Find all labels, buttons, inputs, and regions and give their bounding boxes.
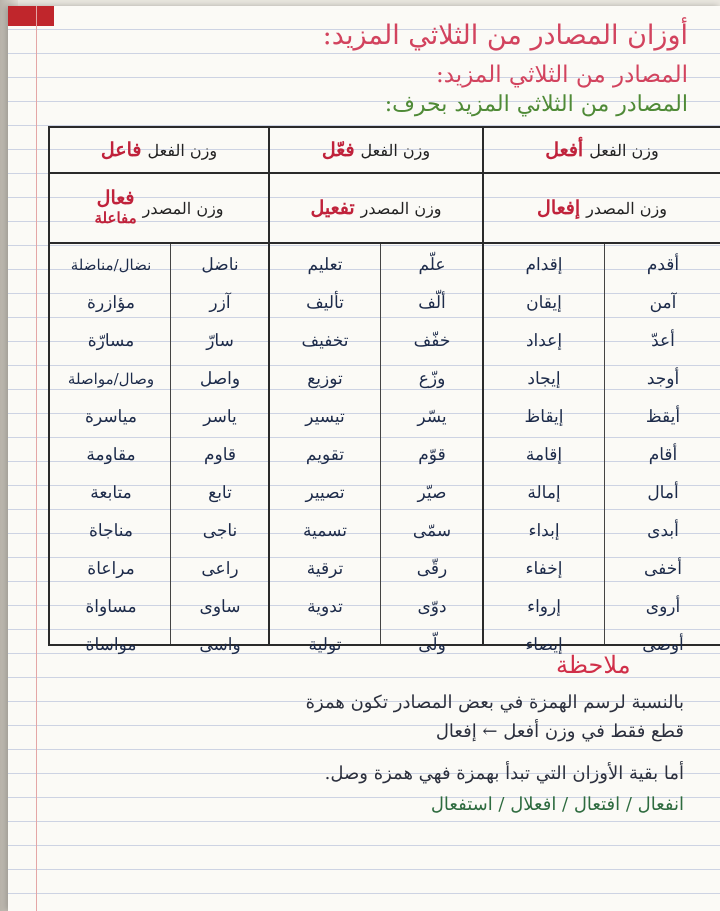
masdar-tafil: تقويم — [305, 445, 345, 465]
masdar-pattern: تفعيل — [310, 197, 355, 219]
verb-faala-alif: ساوى — [199, 597, 241, 617]
group1-verb-header — [484, 128, 720, 172]
masdar-fial: مقاومة — [86, 445, 136, 465]
masdar-ifal: إمالة — [527, 483, 561, 503]
masdar-pattern-alt: مفاعلة — [94, 209, 137, 227]
verb-faala-alif: آزر — [209, 293, 231, 313]
verb-faala: قوّم — [418, 445, 446, 465]
verb-afala: أمال — [647, 483, 679, 503]
masdar-ifal: إبداء — [528, 521, 560, 541]
verb-afala: أخفى — [644, 559, 683, 579]
verb-afala: أيقظ — [645, 407, 681, 427]
masdar-tafil: ترقية — [306, 559, 344, 579]
masdar-fial: مساواة — [85, 597, 137, 617]
masdar-tafil: تولية — [308, 635, 342, 655]
verb-afala: أقام — [648, 445, 678, 465]
note-line-4: انفعال / افتعال / افعلال / استفعال — [430, 794, 684, 815]
masdar-ifal: إقامة — [525, 445, 563, 465]
note-title: ملاحظة — [556, 651, 631, 679]
masdar-fial: وصال/مواصلة — [67, 370, 155, 388]
margin-line — [36, 6, 37, 911]
masdar-tafil: تعليم — [307, 255, 343, 275]
table-row — [50, 474, 720, 512]
masdar-ifal: إخفاء — [525, 559, 563, 579]
masdar-fial: مؤازرة — [87, 293, 135, 313]
page-title: أوزان المصادر من الثلاثي المزيد: — [322, 20, 688, 51]
verb-faala-alif: قاوم — [203, 445, 237, 465]
verb-pattern: أفعل — [545, 139, 584, 161]
table-body — [50, 246, 720, 664]
verb-faala-alif: تابع — [208, 483, 232, 503]
verb-afala: أعدّ — [651, 331, 675, 351]
verb-faala-alif: راعى — [201, 559, 239, 579]
verb-afala: أوجد — [646, 369, 680, 389]
masdar-ifal: إيقاظ — [524, 407, 564, 427]
note-line-2: قطع فقط في وزن أفعل ← إفعال — [435, 721, 684, 742]
subtitle-green: المصادر من الثلاثي المزيد بحرف: — [384, 92, 688, 117]
table-row — [50, 550, 720, 588]
verb-faala: خفّف — [413, 331, 451, 351]
verb-faala: علّم — [418, 255, 446, 275]
masdar-pattern: فعال — [96, 187, 135, 209]
group3-masdar-header — [50, 174, 268, 242]
table-row — [50, 512, 720, 550]
masdar-fial: مراعاة — [87, 559, 135, 579]
masdar-label: وزن المصدر — [360, 198, 442, 218]
table-row — [50, 246, 720, 284]
notebook-page — [8, 6, 720, 911]
verb-faala: ألّف — [418, 293, 446, 313]
table-row — [50, 588, 720, 626]
masdar-tafil: تسمية — [303, 521, 347, 541]
verb-faala: صيّر — [417, 483, 447, 503]
verb-pattern: فاعل — [100, 139, 142, 161]
verb-afala: أوصى — [642, 635, 684, 655]
masdar-ifal: إقدام — [525, 255, 563, 275]
table-row — [50, 284, 720, 322]
group2-masdar-header — [270, 174, 482, 242]
verb-pattern: فعّل — [321, 139, 355, 161]
verb-faala-alif: ناجى — [202, 521, 238, 541]
note-line-3: أما بقية الأوزان التي تبدأ بهمزة فهي همزة وصل. — [324, 763, 684, 784]
masdar-tafil: تخفيف — [301, 331, 349, 351]
masdar-pattern: إفعال — [537, 197, 581, 219]
masdar-fial: مياسرة — [85, 407, 137, 427]
verb-faala: وزّع — [418, 369, 446, 389]
masdar-tafil: تأليف — [306, 293, 344, 313]
verb-afala: آمن — [649, 293, 677, 313]
verb-faala-alif: ياسر — [203, 407, 237, 427]
verb-label: وزن الفعل — [360, 140, 431, 160]
masdar-fial: نضال/مناضلة — [70, 256, 152, 274]
verb-faala-alif: واسى — [199, 635, 241, 655]
patterns-table — [48, 126, 720, 655]
verb-faala-alif: سارّ — [206, 331, 234, 351]
verb-faala: دوّى — [417, 597, 447, 617]
verb-afala: أروى — [645, 597, 681, 617]
verb-faala: يسّر — [417, 407, 447, 427]
group1-masdar-header — [484, 174, 720, 242]
masdar-ifal: إيقان — [526, 293, 562, 313]
masdar-ifal: إرواء — [527, 597, 561, 617]
masdar-fial: متابعة — [90, 483, 132, 503]
verb-faala-alif: واصل — [199, 369, 241, 389]
verb-faala: سمّى — [412, 521, 452, 541]
verb-faala: ولّى — [418, 635, 446, 655]
masdar-fial: مواساة — [85, 635, 137, 655]
masdar-label: وزن المصدر — [586, 198, 667, 218]
table-row — [50, 360, 720, 398]
masdar-tafil: تصيير — [305, 483, 345, 503]
masdar-tafil: تيسير — [305, 407, 345, 427]
masdar-label: وزن المصدر — [142, 198, 224, 218]
note-line-1: بالنسبة لرسم الهمزة في بعض المصادر تكون همزة — [305, 692, 684, 713]
masdar-ifal: إيجاد — [527, 369, 561, 389]
masdar-tafil: تدوية — [307, 597, 343, 617]
group3-verb-header — [50, 128, 268, 172]
masdar-pattern-stack — [95, 188, 137, 228]
masdar-fial: مناجاة — [89, 521, 134, 541]
masdar-ifal: إعداد — [525, 331, 563, 351]
table-row — [50, 398, 720, 436]
verb-afala: أقدم — [646, 255, 680, 275]
table-row — [50, 322, 720, 360]
red-corner-tab — [8, 6, 54, 26]
verb-faala: رقّى — [416, 559, 448, 579]
verb-faala-alif: ناضل — [201, 255, 239, 275]
masdar-ifal: إيصاء — [525, 635, 563, 655]
header-separator — [50, 242, 720, 244]
masdar-fial: مسارّة — [87, 331, 135, 351]
subtitle-red: المصادر من الثلاثي المزيد: — [435, 62, 688, 88]
masdar-tafil: توزيع — [307, 369, 343, 389]
verb-label: وزن الفعل — [589, 140, 659, 160]
verb-label: وزن الفعل — [147, 140, 218, 160]
table-row — [50, 436, 720, 474]
verb-afala: أبدى — [647, 521, 679, 541]
group2-verb-header — [270, 128, 482, 172]
